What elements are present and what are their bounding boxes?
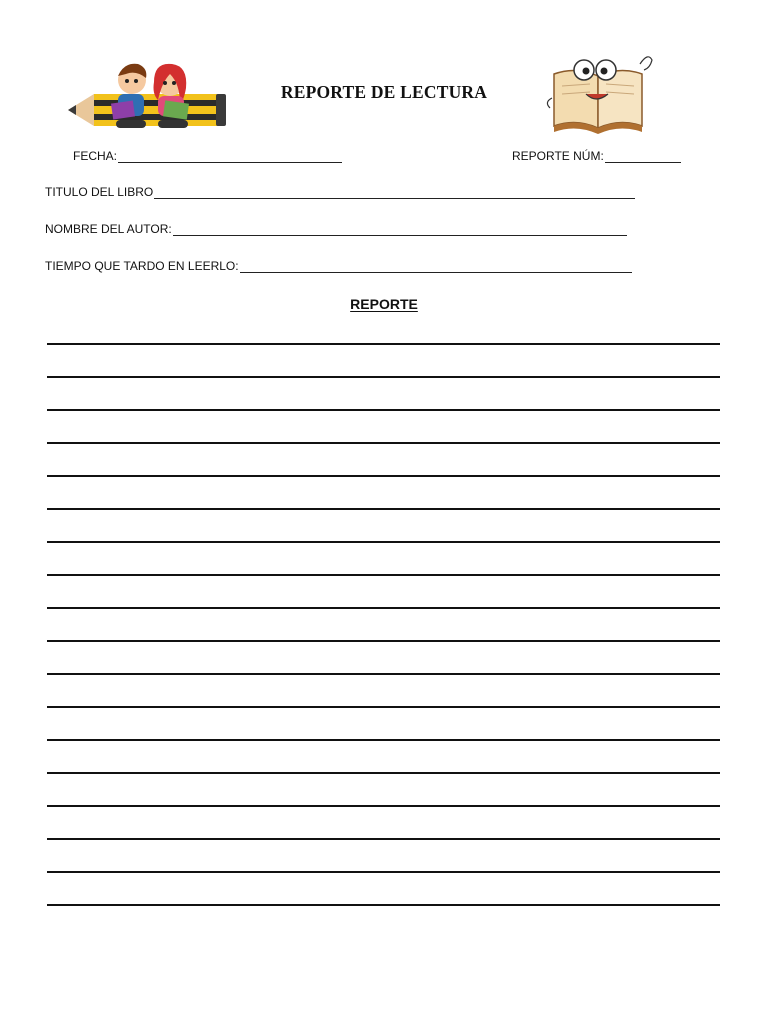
titulo-blank[interactable] bbox=[154, 187, 635, 199]
report-heading: REPORTE bbox=[350, 296, 418, 312]
writing-line[interactable] bbox=[47, 475, 720, 477]
fecha-field[interactable] bbox=[73, 149, 342, 163]
autor-field[interactable] bbox=[45, 222, 627, 236]
writing-area[interactable] bbox=[47, 343, 720, 937]
writing-line[interactable] bbox=[47, 442, 720, 444]
writing-line[interactable] bbox=[47, 409, 720, 411]
writing-line[interactable] bbox=[47, 607, 720, 609]
writing-line[interactable] bbox=[47, 541, 720, 543]
titulo-label: TITULO DEL LIBRO bbox=[45, 185, 154, 199]
writing-line[interactable] bbox=[47, 508, 720, 510]
writing-line[interactable] bbox=[47, 343, 720, 345]
fecha-blank[interactable] bbox=[118, 151, 342, 163]
reporte-num-blank[interactable] bbox=[605, 151, 681, 163]
tiempo-field[interactable] bbox=[45, 259, 632, 273]
autor-label: NOMBRE DEL AUTOR: bbox=[45, 222, 172, 236]
writing-line[interactable] bbox=[47, 640, 720, 642]
reporte-num-label: REPORTE NÚM: bbox=[512, 149, 604, 163]
autor-blank[interactable] bbox=[173, 224, 627, 236]
writing-line[interactable] bbox=[47, 574, 720, 576]
writing-line[interactable] bbox=[47, 376, 720, 378]
writing-line[interactable] bbox=[47, 904, 720, 906]
titulo-field[interactable] bbox=[45, 185, 635, 199]
writing-line[interactable] bbox=[47, 772, 720, 774]
writing-line[interactable] bbox=[47, 706, 720, 708]
writing-line[interactable] bbox=[47, 838, 720, 840]
tiempo-blank[interactable] bbox=[240, 261, 632, 273]
reporte-num-field[interactable] bbox=[512, 149, 681, 163]
writing-line[interactable] bbox=[47, 805, 720, 807]
writing-line[interactable] bbox=[47, 739, 720, 741]
writing-line[interactable] bbox=[47, 673, 720, 675]
tiempo-label: TIEMPO QUE TARDO EN LEERLO: bbox=[45, 259, 239, 273]
page-title: REPORTE DE LECTURA bbox=[280, 82, 488, 102]
writing-line[interactable] bbox=[47, 871, 720, 873]
fecha-label: FECHA: bbox=[73, 149, 118, 163]
